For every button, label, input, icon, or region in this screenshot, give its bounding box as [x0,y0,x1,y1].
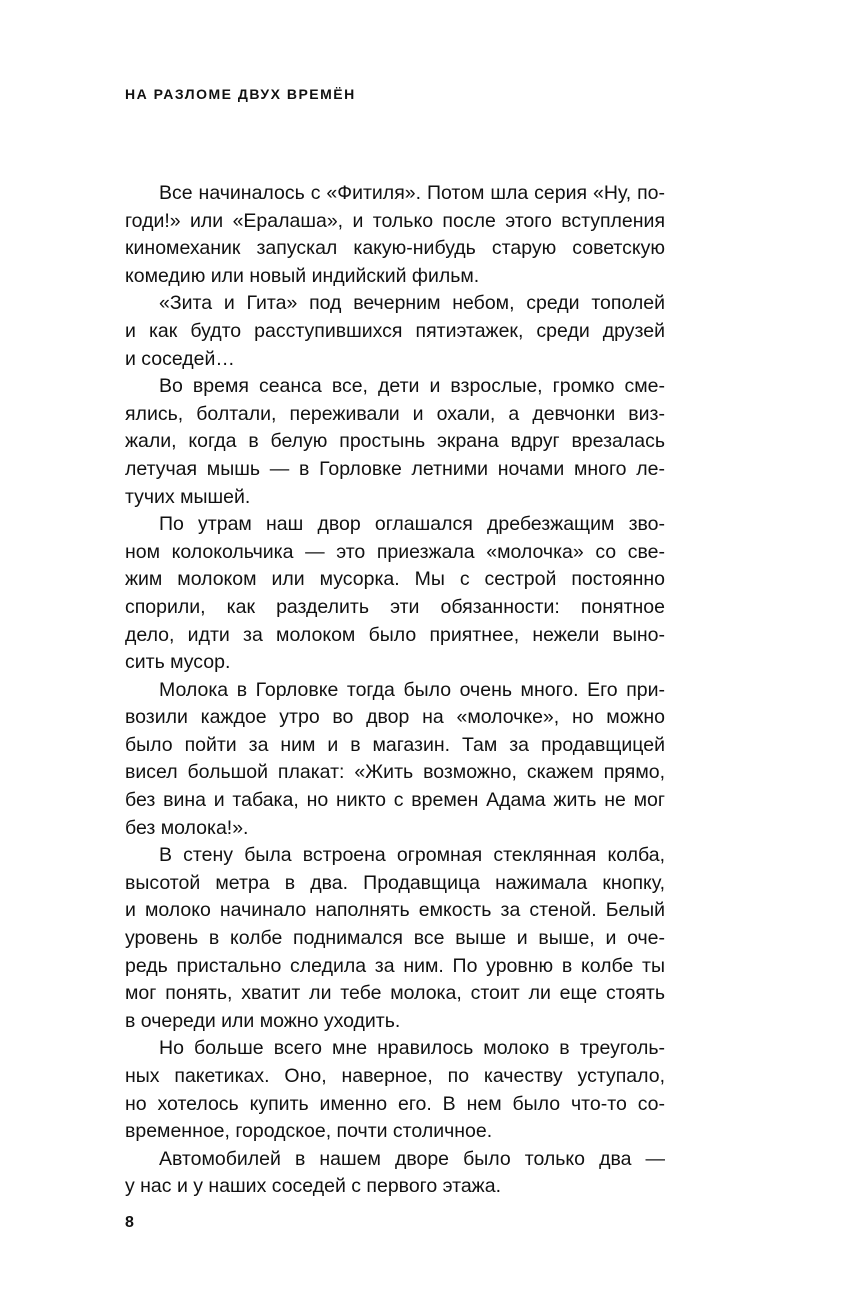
text-line: спорили, как разделить эти обязанности: понятное [125,595,665,618]
text-line: в очереди или можно уходить. [125,1009,401,1032]
text-line: комедию или новый индийский фильм. [125,264,480,287]
text-line: мог понять, хватит ли тебе молока, стоит ли еще стоять [125,982,665,1005]
text-line: ном колокольчика — это приезжала «молочка» со све- [125,540,665,563]
text-line: годи!» или «Ералаша», и только после этого вступления [125,209,665,232]
text-line: уровень в колбе поднимался все выше и выше, и оче- [125,927,665,950]
text-line: и соседей… [125,347,235,370]
text-line: жим молоком или мусорка. Мы с сестрой постоянно [125,568,665,591]
text-line: Но больше всего мне нравилось молоко в треуголь- [159,1037,665,1060]
body-text [125,180,665,1201]
running-header: НА РАЗЛОМЕ ДВУХ ВРЕМЁН [125,86,356,102]
text-line: но хотелось купить именно его. В нем было что-то со- [125,1092,665,1115]
text-line: Автомобилей в нашем дворе было только два — [159,1147,665,1170]
text-line: дело, идти за молоком было приятнее, нежели выно- [125,623,665,646]
text-line: сить мусор. [125,651,231,674]
text-line: ных пакетиках. Оно, наверное, по качеству уступало, [125,1065,665,1087]
text-line: редь пристально следила за ним. По уровню в колбе ты [125,954,665,977]
text-line: Все начиналось с «Фитиля». Потом шла серия «Ну, по- [159,182,665,204]
text-line: висел большой плакат: «Жить возможно, скажем прямо, [125,761,665,784]
text-line: «Зита и Гита» под вечерним небом, среди тополей [159,292,665,315]
text-line: В стену была встроена огромная стеклянная колба, [159,844,665,867]
text-line: у нас и у наших соседей с первого этажа. [125,1175,501,1198]
text-line: тучих мышей. [125,485,251,508]
text-line: без вина и табака, но никто с времен Адама жить не мог [125,789,665,812]
text-line: летучая мышь — в Горловке летними ночами много ле- [125,457,665,480]
text-line: и молоко начинало наполнять емкость за стеной. Белый [125,899,665,922]
text-line: жали, когда в белую простынь экрана вдруг врезалась [125,430,665,453]
text-line: ялись, болтали, переживали и охали, а девчонки виз- [125,402,665,425]
text-line: и как будто расступившихся пятиэтажек, среди друзей [125,319,665,342]
text-line: Во время сеанса все, дети и взрослые, громко сме- [159,375,665,398]
page-number: 8 [125,1214,134,1231]
text-line: По утрам наш двор оглашался дребезжащим зво- [159,513,665,536]
text-line: киномеханик запускал какую-нибудь старую советскую [125,237,665,260]
text-line: без молока!». [125,816,249,839]
text-line: высотой метра в два. Продавщица нажимала кнопку, [125,871,665,894]
text-line: временное, городское, почти столичное. [125,1120,493,1143]
text-line: Молока в Горловке тогда было очень много. Его при- [159,678,665,701]
text-line: возили каждое утро во двор на «молочке», но можно [125,706,665,729]
text-line: было пойти за ним и в магазин. Там за продавщицей [125,733,665,756]
